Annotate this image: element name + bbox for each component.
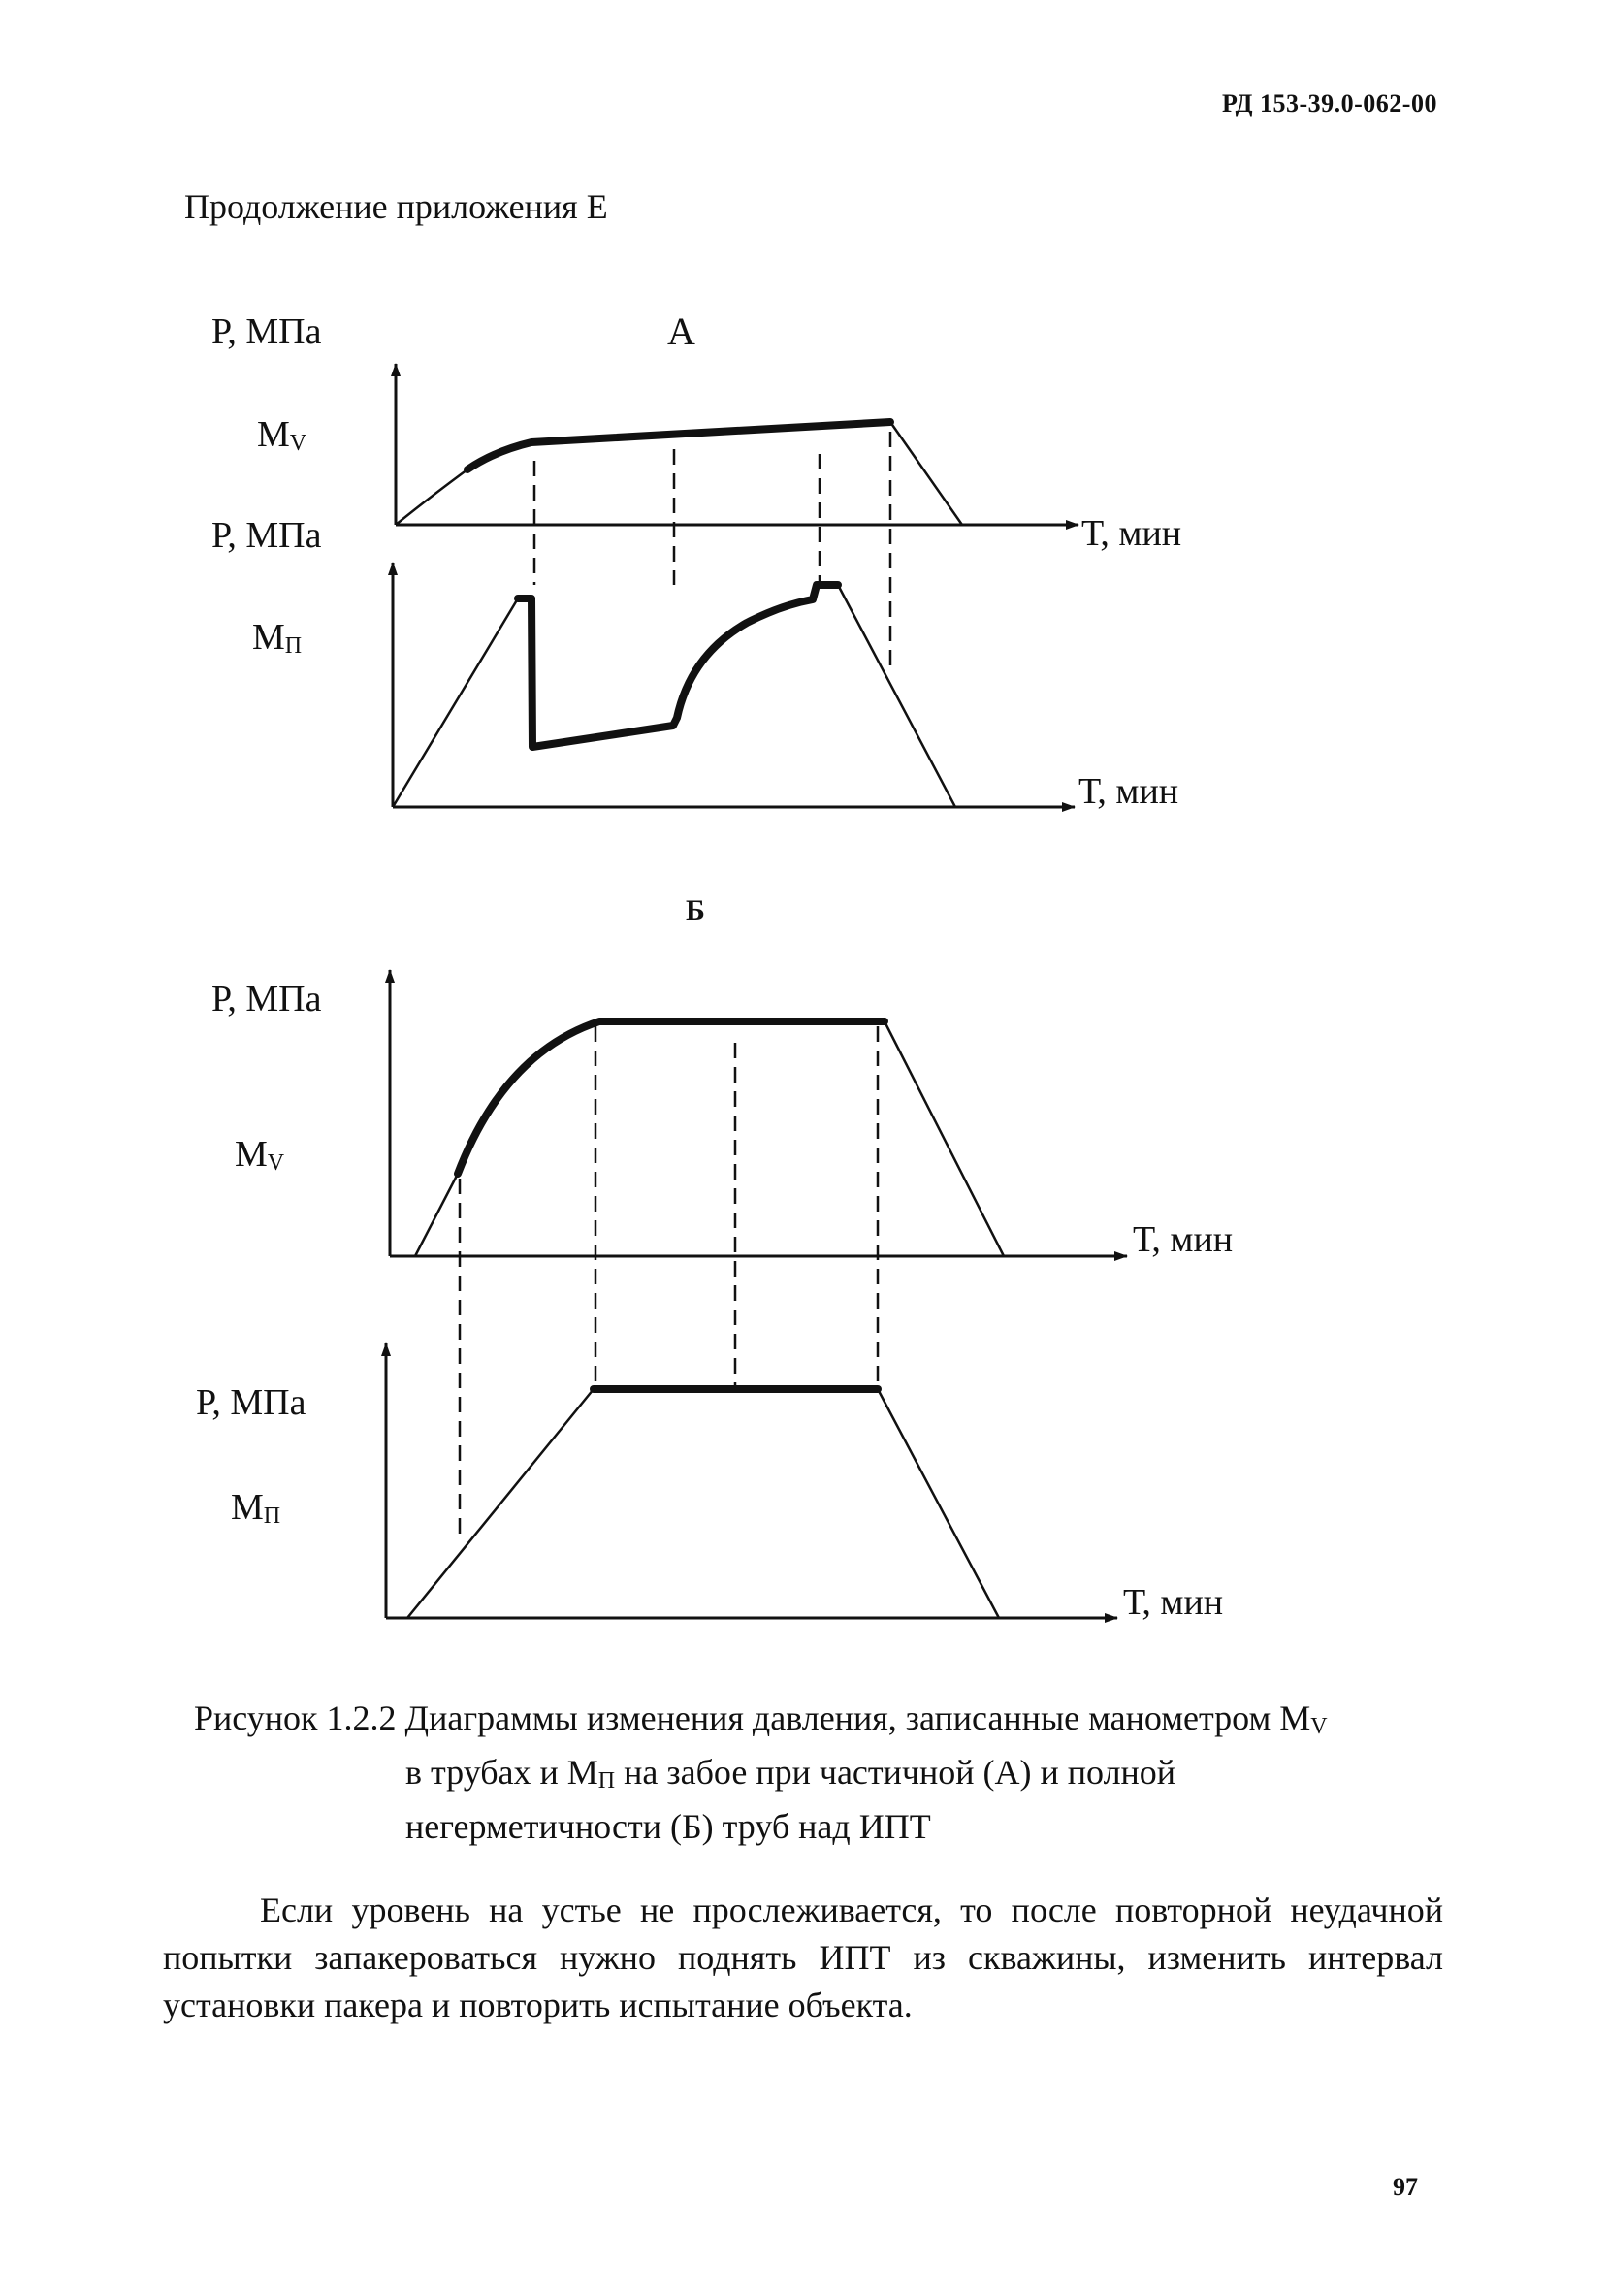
panel-a-top-plot: [396, 364, 1078, 669]
panel-b-title: Б: [686, 894, 705, 926]
panel-a-bottom-plot: [393, 563, 1075, 807]
panel-a-bottom-rise: [393, 598, 518, 807]
panel-b-top-x-label: Т, мин: [1133, 1219, 1234, 1260]
panel-b-top-rise: [415, 1174, 458, 1256]
panel-b-bottom-y-label: Р, МПа: [196, 1382, 306, 1423]
panel-b-bottom-rise: [407, 1389, 594, 1618]
panel-a-title: А: [667, 309, 695, 353]
panel-b-top-plot: [390, 970, 1127, 1542]
panel-b-bottom-plot: [386, 1343, 1117, 1618]
panel-b-top-fall: [885, 1021, 1004, 1256]
page-number: 97: [1393, 2173, 1418, 2201]
continuation-heading: Продолжение приложения Е: [184, 187, 608, 226]
figure-caption: Рисунок 1.2.2 Диаграммы изменения давления, записанные манометром МV в трубах и МП на забое при частичной (А) и полной негерметичности (Б) труб над ИПТ: [194, 1698, 1328, 1846]
panel-b-top-y-label: Р, МПа: [211, 979, 322, 1019]
panel-a-top-rise: [396, 469, 467, 525]
panel-a-bottom-gauge-label: МП: [252, 617, 303, 659]
panel-a-top-y-label: Р, МПа: [211, 311, 322, 352]
panel-a-bottom-x-label: Т, мин: [1078, 771, 1179, 812]
panel-b-bottom-x-label: Т, мин: [1123, 1582, 1224, 1623]
panel-a-mid-y-label: Р, МПа: [211, 515, 322, 556]
panel-a-top-fall: [890, 422, 962, 525]
panel-b-bottom-gauge-label: МП: [231, 1487, 281, 1529]
document-code: РД 153-39.0-062-00: [1222, 89, 1437, 117]
panel-a-top-gauge-label: МV: [257, 414, 307, 456]
panel-a-bottom-curve: [518, 585, 838, 747]
panel-a-bottom-fall: [838, 585, 955, 807]
body-paragraph: Если уровень на устье не прослеживается, то после повторной неудачной попытки запакероваться нужно поднять ИПТ из скважины, изменить интервал установки пакера и повторить испытание объекта.: [163, 1891, 1443, 2024]
panel-b-top-gauge-label: МV: [235, 1134, 285, 1176]
panel-a-top-plateau: [467, 422, 890, 469]
panel-a-top-x-label: Т, мин: [1081, 513, 1182, 554]
panel-b-bottom-fall: [878, 1389, 999, 1618]
panel-b-top-plateau: [458, 1021, 885, 1174]
